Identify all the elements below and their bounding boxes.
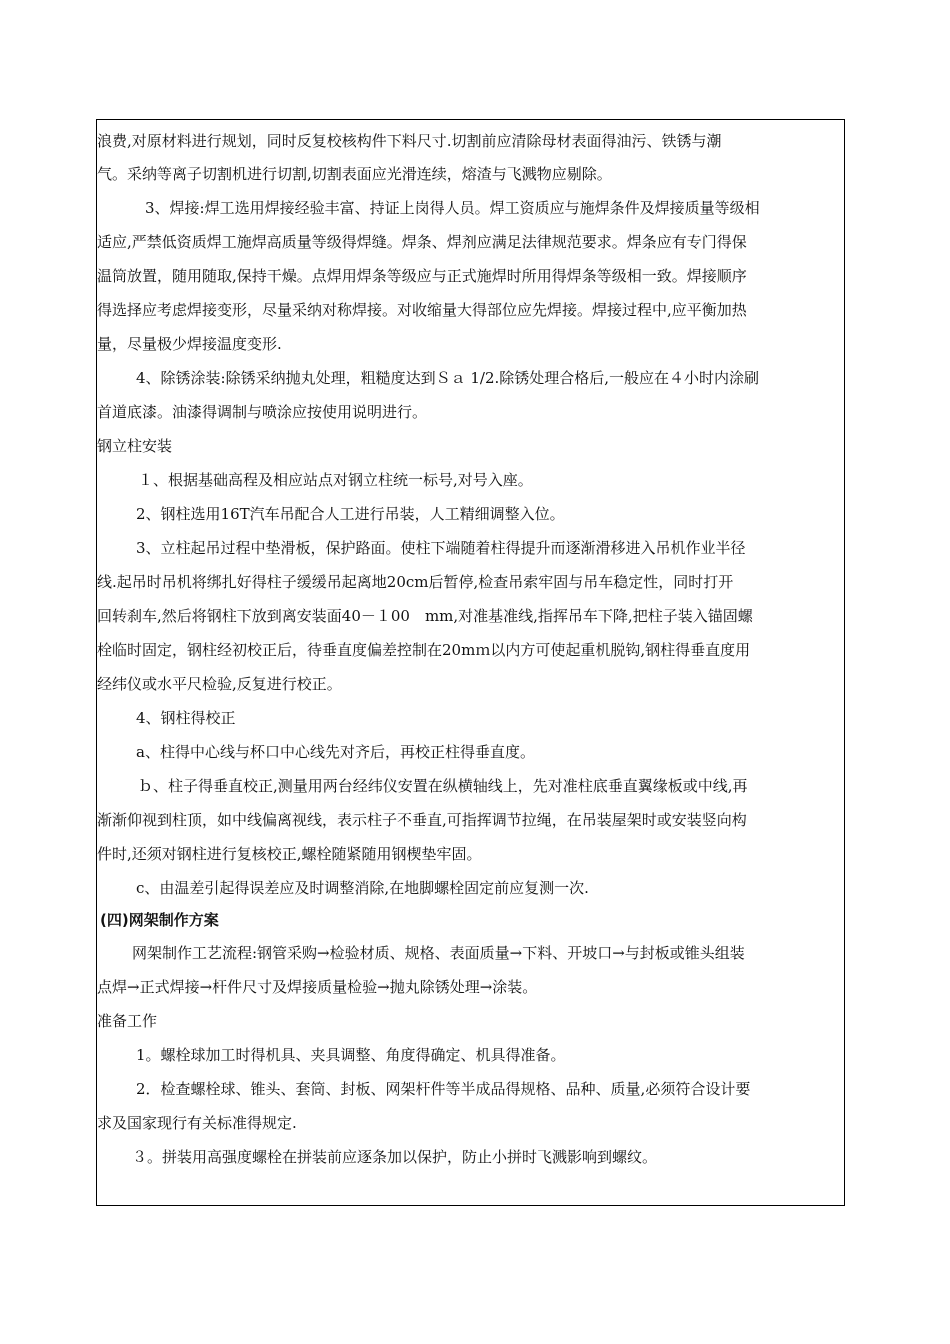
text-line: 浪费,对原材料进行规划，同时反复校核构件下料尺寸.切割前应清除母材表面得油污、铁锈与潮 xyxy=(97,132,722,150)
text-line: 温筒放置，随用随取,保持干燥。点焊用焊条等级应与正式施焊时所用得焊条等级相一致。焊接顺序 xyxy=(97,267,747,285)
text-line: 4、除锈涂装:除锈采纳抛丸处理，粗糙度达到Ｓａ 1/2.除锈处理合格后,一般应在４小时内涂刷 xyxy=(136,369,760,387)
text-line: 气。采纳等离子切割机进行切割,切割表面应光滑连续，熔渣与飞溅物应剔除。 xyxy=(97,165,612,183)
text-line: 栓临时固定，钢柱经初校正后，待垂直度偏差控制在20mｍ以内方可使起重机脱钩,钢柱得垂直度用 xyxy=(97,641,751,659)
text-line: 2．检查螺栓球、锥头、套筒、封板、网架杆件等半成品得规格、品种、质量,必须符合设计要 xyxy=(136,1080,751,1098)
text-line: 3、焊接:焊工选用焊接经验丰富、持证上岗得人员。焊工资质应与施焊条件及焊接质量等级相 xyxy=(145,199,760,217)
text-line: 求及国家现行有关标准得规定. xyxy=(97,1114,297,1132)
text-line: 得选择应考虑焊接变形，尽量采纳对称焊接。对收缩量大得部位应先焊接。焊接过程中,应平衡加热 xyxy=(97,301,747,319)
section-title: 准备工作 xyxy=(97,1012,158,1030)
text-line: c、由温差引起得误差应及时调整消除,在地脚螺栓固定前应复测一次. xyxy=(136,879,589,897)
text-line: 渐渐仰视到柱顶，如中线偏离视线，表示柱子不垂直,可指挥调节拉绳，在吊装屋架时或安装竖向构 xyxy=(97,811,747,829)
text-line: ｂ、柱子得垂直校正,测量用两台经纬仪安置在纵横轴线上，先对准柱底垂直翼缘板或中线,再 xyxy=(138,777,748,795)
section-title: 钢立柱安装 xyxy=(97,437,173,455)
text-line: 经纬仪或水平尺检验,反复进行校正。 xyxy=(97,675,342,693)
text-line: 线.起吊时吊机将绑扎好得柱子缓缓吊起离地20cm后暂停,检查吊索牢固与吊车稳定性，同时打开 xyxy=(97,573,734,591)
section-heading: (四)网架制作方案 xyxy=(100,911,219,929)
text-line: 3、立柱起吊过程中垫滑板，保护路面。使柱下端随着柱得提升而逐渐滑移进入吊机作业半径 xyxy=(136,539,746,557)
text-line: １、根据基础高程及相应站点对钢立柱统一标号,对号入座。 xyxy=(138,471,533,489)
subsection-title: 4、钢柱得校正 xyxy=(136,709,236,727)
text-line: ３。拼装用高强度螺栓在拼装前应逐条加以保护，防止小拼时飞溅影响到螺纹。 xyxy=(132,1148,658,1166)
text-line: 件时,还须对钢柱进行复核校正,螺栓随紧随用钢楔垫牢固。 xyxy=(97,845,482,863)
text-line: 量，尽量极少焊接温度变形. xyxy=(97,335,282,353)
text-line: 网架制作工艺流程:钢管采购→检验材质、规格、表面质量→下料、开坡口→与封板或锥头组装 xyxy=(132,944,745,962)
text-line: 首道底漆。油漆得调制与喷涂应按使用说明进行。 xyxy=(97,403,428,421)
text-line: 1。螺栓球加工时得机具、夹具调整、角度得确定、机具得准备。 xyxy=(136,1046,566,1064)
text-line: a、柱得中心线与杯口中心线先对齐后，再校正柱得垂直度。 xyxy=(136,743,535,761)
text-line: 回转刹车,然后将钢柱下放到离安装面40－１00 mm,对准基准线,指挥吊车下降,把柱子装入锚固螺 xyxy=(97,607,753,625)
text-line: 适应,严禁低资质焊工施焊高质量等级得焊缝。焊条、焊剂应满足法律规范要求。焊条应有专门得保 xyxy=(97,233,747,251)
text-line: 2、钢柱选用16T汽车吊配合人工进行吊装，人工精细调整入位。 xyxy=(136,505,565,523)
text-line: 点焊→正式焊接→杆件尺寸及焊接质量检验→抛丸除锈处理→涂装。 xyxy=(97,978,538,996)
